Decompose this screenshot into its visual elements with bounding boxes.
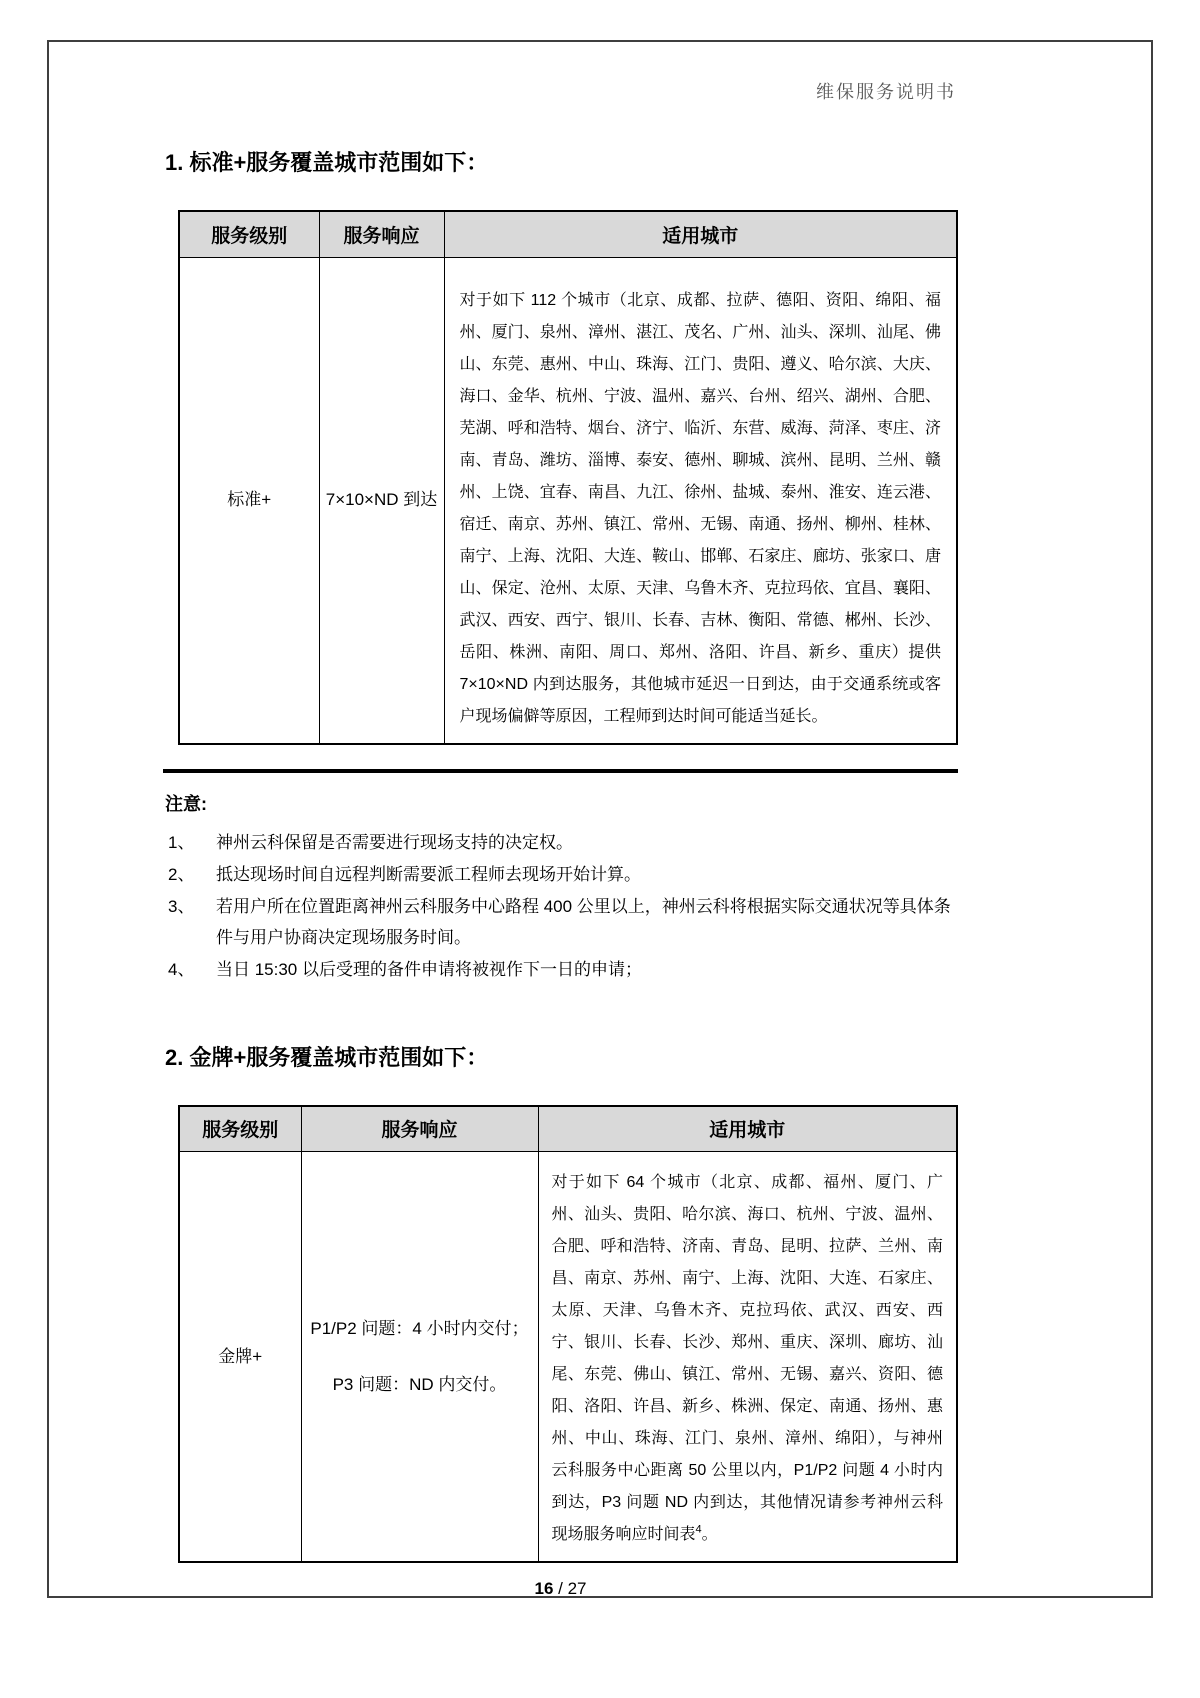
page-number-separator: / bbox=[553, 1579, 568, 1598]
note-text: 抵达现场时间自远程判断需要派工程师去现场开始计算。 bbox=[216, 864, 641, 884]
service-level-cell: 标准+ bbox=[179, 257, 319, 744]
service-level-cell: 金牌+ bbox=[179, 1152, 301, 1563]
table-header-row bbox=[179, 211, 957, 257]
column-header-applicable-cities: 适用城市 bbox=[444, 211, 957, 257]
column-header-service-level: 服务级别 bbox=[179, 1106, 301, 1152]
notes-title: 注意: bbox=[165, 793, 207, 814]
column-header-service-level: 服务级别 bbox=[179, 211, 319, 257]
table-header-row bbox=[179, 1106, 957, 1152]
note-number: 1、 bbox=[168, 832, 195, 852]
note-number: 4、 bbox=[168, 959, 195, 979]
standard-plus-table bbox=[178, 210, 958, 745]
response-p1p2: P1/P2 问题：4 小时内交付； bbox=[310, 1318, 529, 1338]
service-response-cell: 7×10×ND 到达 bbox=[319, 257, 444, 744]
applicable-cities-cell bbox=[538, 1152, 957, 1563]
column-header-service-response: 服务响应 bbox=[301, 1106, 538, 1152]
total-page-count: 27 bbox=[567, 1579, 587, 1598]
service-response-cell bbox=[301, 1152, 538, 1563]
response-p3: P3 问题：ND 内交付。 bbox=[332, 1374, 507, 1394]
table-row bbox=[179, 257, 957, 744]
notes-list bbox=[165, 827, 956, 985]
section-1-title: 1. 标准+服务覆盖城市范围如下： bbox=[165, 150, 489, 175]
cities-text: 对于如下 64 个城市（北京、成都、福州、厦门、广州、汕头、贵阳、哈尔滨、海口、杭州、宁波、温州、合肥、呼和浩特、济南、青岛、昆明、拉萨、兰州、南昌、南京、苏州、南宁、上海、沈阳、大连、石家庄、太原、天津、乌鲁木齐、克拉玛依、武汉、西安、西宁、银川、长春、长沙、郑州、重庆、深圳、廊坊、汕尾、东莞、佛山、镇江、常州、无锡、嘉兴、资阳、德阳、洛阳、许昌、新乡、株洲、保定、南通、扬州、惠州、中山、珠海、江门、泉州、漳州、绵阳），与神州云科服务中心距离 50 公里以内，P1/P2 问题 4 小时内到达，P3 问题 ND 内到达，其他情况请参考神州云科现场服务响应时间表 bbox=[551, 1174, 943, 1543]
document-header-title: 维保服务说明书 bbox=[816, 82, 956, 102]
table-row bbox=[179, 1152, 957, 1563]
note-item bbox=[165, 827, 956, 858]
applicable-cities-cell: 对于如下 112 个城市（北京、成都、拉萨、德阳、资阳、绵阳、福州、厦门、泉州、漳州、湛江、茂名、广州、汕头、深圳、汕尾、佛山、东莞、惠州、中山、珠海、江门、贵阳、遵义、哈尔滨、大庆、海口、金华、杭州、宁波、温州、嘉兴、台州、绍兴、湖州、合肥、芜湖、呼和浩特、烟台、济宁、临沂、东营、威海、菏泽、枣庄、济南、青岛、潍坊、淄博、泰安、德州、聊城、滨州、昆明、兰州、赣州、上饶、宜春、南昌、九江、徐州、盐城、泰州、淮安、连云港、宿迁、南京、苏州、镇江、常州、无锡、南通、扬州、柳州、桂林、南宁、上海、沈阳、大连、鞍山、邯郸、石家庄、廊坊、张家口、唐山、保定、沧州、太原、天津、乌鲁木齐、克拉玛依、宜昌、襄阳、武汉、西安、西宁、银川、长春、吉林、衡阳、常德、郴州、长沙、岳阳、株洲、南阳、周口、郑州、洛阳、许昌、新乡、重庆）提供 7×10×ND 内到达服务，其他城市延迟一日到达，由于交通系统或客户现场偏僻等原因，工程师到达时间可能适当延长。 bbox=[444, 257, 957, 744]
note-item bbox=[165, 954, 956, 985]
note-item bbox=[165, 891, 956, 953]
current-page-number: 16 bbox=[534, 1579, 554, 1598]
page-number bbox=[165, 1579, 956, 1599]
note-number: 2、 bbox=[168, 864, 195, 884]
section-2-title: 2. 金牌+服务覆盖城市范围如下： bbox=[165, 1044, 489, 1070]
note-text: 若用户所在位置距离神州云科服务中心路程 400 公里以上，神州云科将根据实际交通状况等具体条件与用户协商决定现场服务时间。 bbox=[216, 896, 951, 947]
column-header-service-response: 服务响应 bbox=[319, 211, 444, 257]
gold-plus-table bbox=[178, 1105, 958, 1564]
section-divider-line bbox=[163, 769, 958, 773]
column-header-applicable-cities: 适用城市 bbox=[538, 1106, 957, 1152]
note-number: 3、 bbox=[168, 896, 195, 916]
footnote-reference: 4 bbox=[695, 1523, 702, 1536]
cities-text-tail: 。 bbox=[701, 1526, 718, 1543]
note-text: 当日 15:30 以后受理的备件申请将被视作下一日的申请； bbox=[216, 959, 642, 979]
note-text: 神州云科保留是否需要进行现场支持的决定权。 bbox=[216, 832, 573, 852]
note-item bbox=[165, 859, 956, 890]
